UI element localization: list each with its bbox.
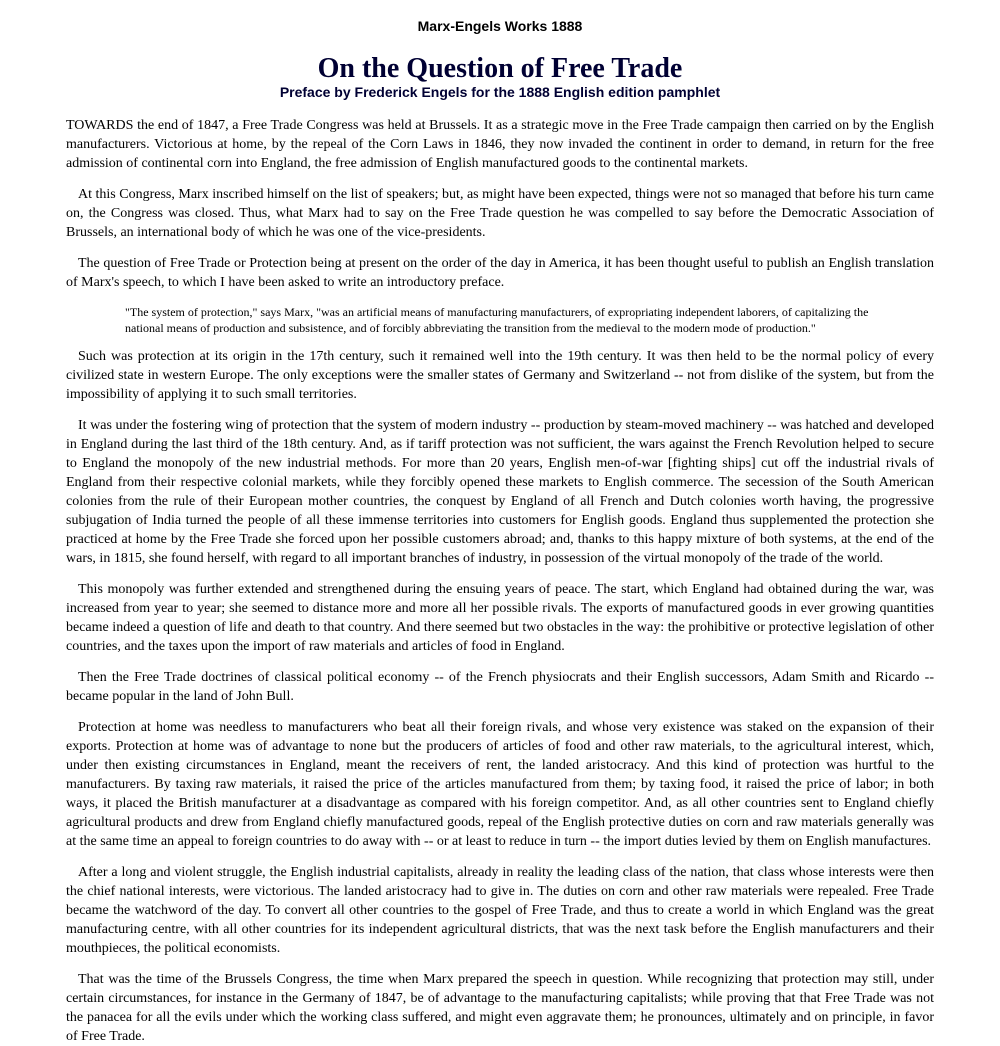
- site-header: Marx-Engels Works 1888: [417, 18, 583, 34]
- paragraph: Protection at home was needless to manufacturers who beat all their foreign rivals, and whose very existence was staked on the expansion of their exports. Protection at home was of advantage to none but the producers of articles of food and other raw materials, to the agricultural interest, which, under then existing circumstances in England, meant the receivers of rent, the landed aristocracy. And this kind of protection was hurtful to the manufacturers. By taxing raw materials, it raised the price of the articles manufactured from them; by taxing food, it raised the price of labor; in both ways, it placed the British manufacturer at a disadvantage as compared with his foreign competitor. And, as all other countries sent to England chiefly agricultural products and drew from England chiefly manufactured goods, repeal of the English protective duties on corn and raw materials generally was at the same time an appeal to foreign countries to do away with -- or at least to reduce in turn -- the import duties levied by them on English manufactures.: [66, 720, 934, 849]
- paragraph: It was under the fostering wing of protection that the system of modern industry -- production by steam-moved machinery -- was hatched and developed in England during the last third of the 18th century. And, as if tariff protection was not sufficient, the wars against the French Revolution helped to secure to England the monopoly of the new industrial methods. For more than 20 years, English men-of-war [fighting ships] cut off the industrial rivals of England from their respective colonial markets, while they forcibly opened these markets to English commerce. The secession of the South American colonies from the rule of their European mother countries, the conquest by England of all French and Dutch colonies worth having, the progressive subjugation of India turned the people of all these immense territories into customers for English goods. England thus supplemented the protection she practiced at home by the Free Trade she forced upon her possible customers abroad; and, thanks to this happy mixture of both systems, at the end of the wars, in 1815, she found herself, with regard to all important branches of industry, in possession of the virtual monopoly of the trade of the world.: [66, 418, 934, 566]
- paragraph: That was the time of the Brussels Congress, the time when Marx prepared the speech in question. While recognizing that protection may still, under certain circumstances, for instance in the Germany of 1847, be of advantage to the manufacturing capitalists; while proving that that Free Trade was not the panacea for all the evils under which the working class suffered, and might even aggravate them; he pronounces, ultimately and on principle, in favor of Free Trade.: [66, 971, 934, 1044]
- page-title: On the Question of Free Trade: [317, 53, 683, 84]
- paragraph: The question of Free Trade or Protection being at present on the order of the day in America, it has been thought useful to publish an English translation of Marx's speech, to which I have been asked to write an introductory preface.: [66, 256, 934, 291]
- page-subtitle: Preface by Frederick Engels for the 1888 English edition pamphlet: [279, 84, 721, 100]
- paragraph: Such was protection at its origin in the 17th century, such it remained well into the 19th century. It was then held to be the normal policy of every civilized state in western Europe. The only exceptions were the smaller states of Germany and Switzerland -- not from dislike of the system, but from the impossibility of applying it to such small territories.: [66, 349, 934, 403]
- paragraph: This monopoly was further extended and strengthened during the ensuing years of peace. The start, which England had obtained during the war, was increased from year to year; she seemed to distance more and more all her possible rivals. The exports of manufactured goods in ever growing quantities became indeed a question of life and death to that country. And there seemed but two obstacles in the way: the prohibitive or protective legislation of other countries, and the taxes upon the import of raw materials and articles of food in England.: [66, 581, 934, 654]
- paragraph: At this Congress, Marx inscribed himself on the list of speakers; but, as might have been expected, things were not so managed that before his turn came on, the Congress was closed. Thus, what Marx had to say on the Free Trade question he was compelled to say before the Democratic Association of Brussels, an international body of which he was one of the vice-presidents.: [66, 187, 934, 240]
- paragraph: After a long and violent struggle, the English industrial capitalists, already in reality the leading class of the nation, that class whose interests were then the chief national interests, were victorious. The landed aristocracy had to give in. The duties on corn and other raw materials were repealed. Free Trade became the watchword of the day. To convert all other countries to the gospel of Free Trade, and thus to create a world in which England was the great manufacturing centre, with all other countries for its independent agricultural districts, that was the next task before the English manufacturers and their mouthpieces, the political economists.: [66, 864, 934, 956]
- paragraph: Then the Free Trade doctrines of classical political economy -- of the French physiocrats and their English successors, Adam Smith and Ricardo -- became popular in the land of John Bull.: [66, 670, 934, 704]
- paragraph: TOWARDS the end of 1847, a Free Trade Congress was held at Brussels. It as a strategic move in the Free Trade campaign then carried on by the English manufacturers. Victorious at home, by the repeal of the Corn Laws in 1846, they now invaded the continent in order to demand, in return for the free admission of continental corn into England, the free admission of English manufactured goods to the continental markets.: [66, 118, 934, 171]
- block-quote: "The system of protection," says Marx, "was an artificial means of manufacturing manufacturers, of expropriating independent laborers, of capitalizing the national means of production and subsistence, and of forcibly abbreviating the transition from the medieval to the modern mode of production.": [125, 305, 869, 335]
